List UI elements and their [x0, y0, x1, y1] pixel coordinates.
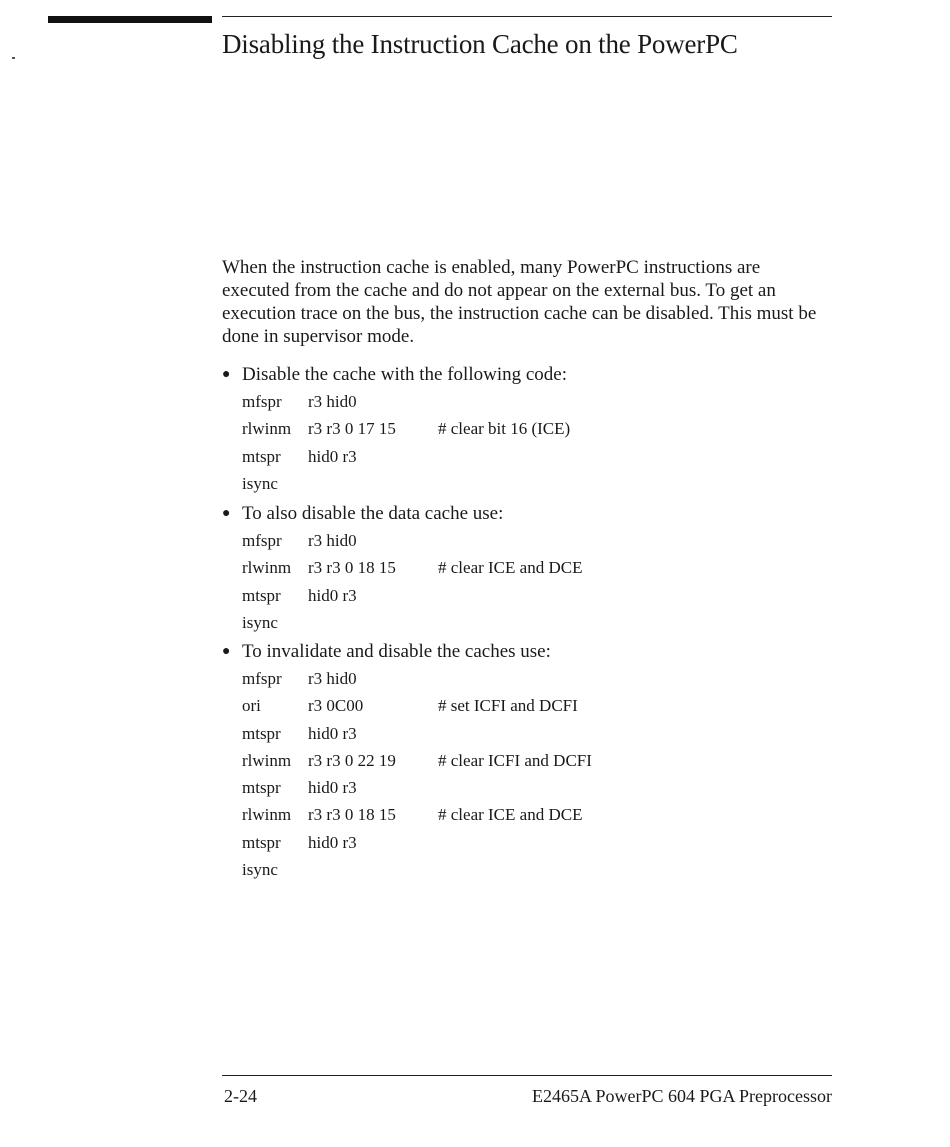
code-op: isync [242, 860, 278, 880]
code-line [242, 723, 822, 750]
page-title: Disabling the Instruction Cache on the PowerPC [222, 29, 738, 59]
bullet-icon: ● [222, 644, 231, 659]
page-number: 2-24 [224, 1086, 257, 1106]
code-comment: # clear bit 16 (ICE) [438, 419, 571, 439]
code-op: mfspr [242, 669, 282, 688]
code-op: mtspr [242, 446, 281, 466]
code-args: r3 hid0 [308, 531, 357, 550]
footer-rule [222, 1075, 832, 1076]
section-invalidate-caches [222, 641, 822, 886]
section-disable-data-cache [222, 503, 822, 639]
code-op: mfspr [242, 392, 282, 411]
bullet-icon: ● [222, 506, 231, 521]
code-line [242, 777, 822, 804]
code-op: mtspr [242, 778, 281, 798]
code-op: mtspr [242, 832, 281, 852]
code-line [242, 418, 822, 445]
code-line [242, 391, 822, 418]
code-args: hid0 r3 [308, 723, 357, 743]
header-thin-rule [222, 16, 832, 17]
code-args: hid0 r3 [308, 446, 357, 466]
code-line [242, 695, 822, 722]
code-line [242, 859, 822, 886]
code-op: isync [242, 473, 278, 493]
code-comment: # set ICFI and DCFI [438, 696, 578, 716]
code-comment: # clear ICFI and DCFI [438, 750, 592, 770]
code-comment: # clear ICE and DCE [438, 805, 583, 825]
code-line [242, 446, 822, 473]
margin-mark [12, 57, 15, 59]
code-block [242, 391, 822, 500]
code-args: r3 r3 0 17 15 [308, 419, 396, 439]
code-op: rlwinm [242, 750, 292, 770]
code-line [242, 557, 822, 584]
code-line [242, 612, 822, 639]
code-args: r3 r3 0 18 15 [308, 805, 396, 825]
bullet-text: To also disable the data cache use: [242, 503, 504, 524]
bullet-text: To invalidate and disable the caches use: [242, 641, 551, 662]
section-disable-instruction-cache [222, 364, 822, 500]
code-op: rlwinm [242, 805, 292, 825]
header-thick-rule [48, 16, 212, 23]
code-args: r3 0C00 [308, 696, 364, 716]
bullet-item [222, 641, 822, 663]
bullet-text: Disable the cache with the following code: [242, 364, 568, 385]
code-line [242, 668, 822, 695]
intro-paragraph: When the instruction cache is enabled, many PowerPC instructions are executed from the cache and do not appear on the external bus. To get an execution trace on the bus, the instruction cache can be disabled. This must be done in supervisor mode. [222, 257, 817, 347]
book-title: E2465A PowerPC 604 PGA Preprocessor [532, 1086, 832, 1106]
code-block [242, 668, 822, 886]
code-op: isync [242, 612, 278, 632]
code-line [242, 804, 822, 831]
code-args: r3 r3 0 22 19 [308, 750, 396, 770]
code-block [242, 530, 822, 639]
code-args: r3 hid0 [308, 392, 357, 411]
code-line [242, 832, 822, 859]
bullet-item [222, 364, 822, 386]
code-line [242, 750, 822, 777]
code-line [242, 473, 822, 500]
code-op: mfspr [242, 531, 282, 550]
code-op: ori [242, 696, 261, 716]
code-op: rlwinm [242, 419, 292, 439]
code-op: mtspr [242, 585, 281, 605]
code-op: rlwinm [242, 558, 292, 578]
code-comment: # clear ICE and DCE [438, 558, 583, 578]
code-args: hid0 r3 [308, 832, 357, 852]
code-line [242, 530, 822, 557]
code-args: hid0 r3 [308, 585, 357, 605]
code-args: hid0 r3 [308, 778, 357, 798]
bullet-icon: ● [222, 367, 231, 382]
bullet-item [222, 503, 822, 525]
code-args: r3 hid0 [308, 669, 357, 688]
code-op: mtspr [242, 723, 281, 743]
code-line [242, 585, 822, 612]
code-args: r3 r3 0 18 15 [308, 558, 396, 578]
